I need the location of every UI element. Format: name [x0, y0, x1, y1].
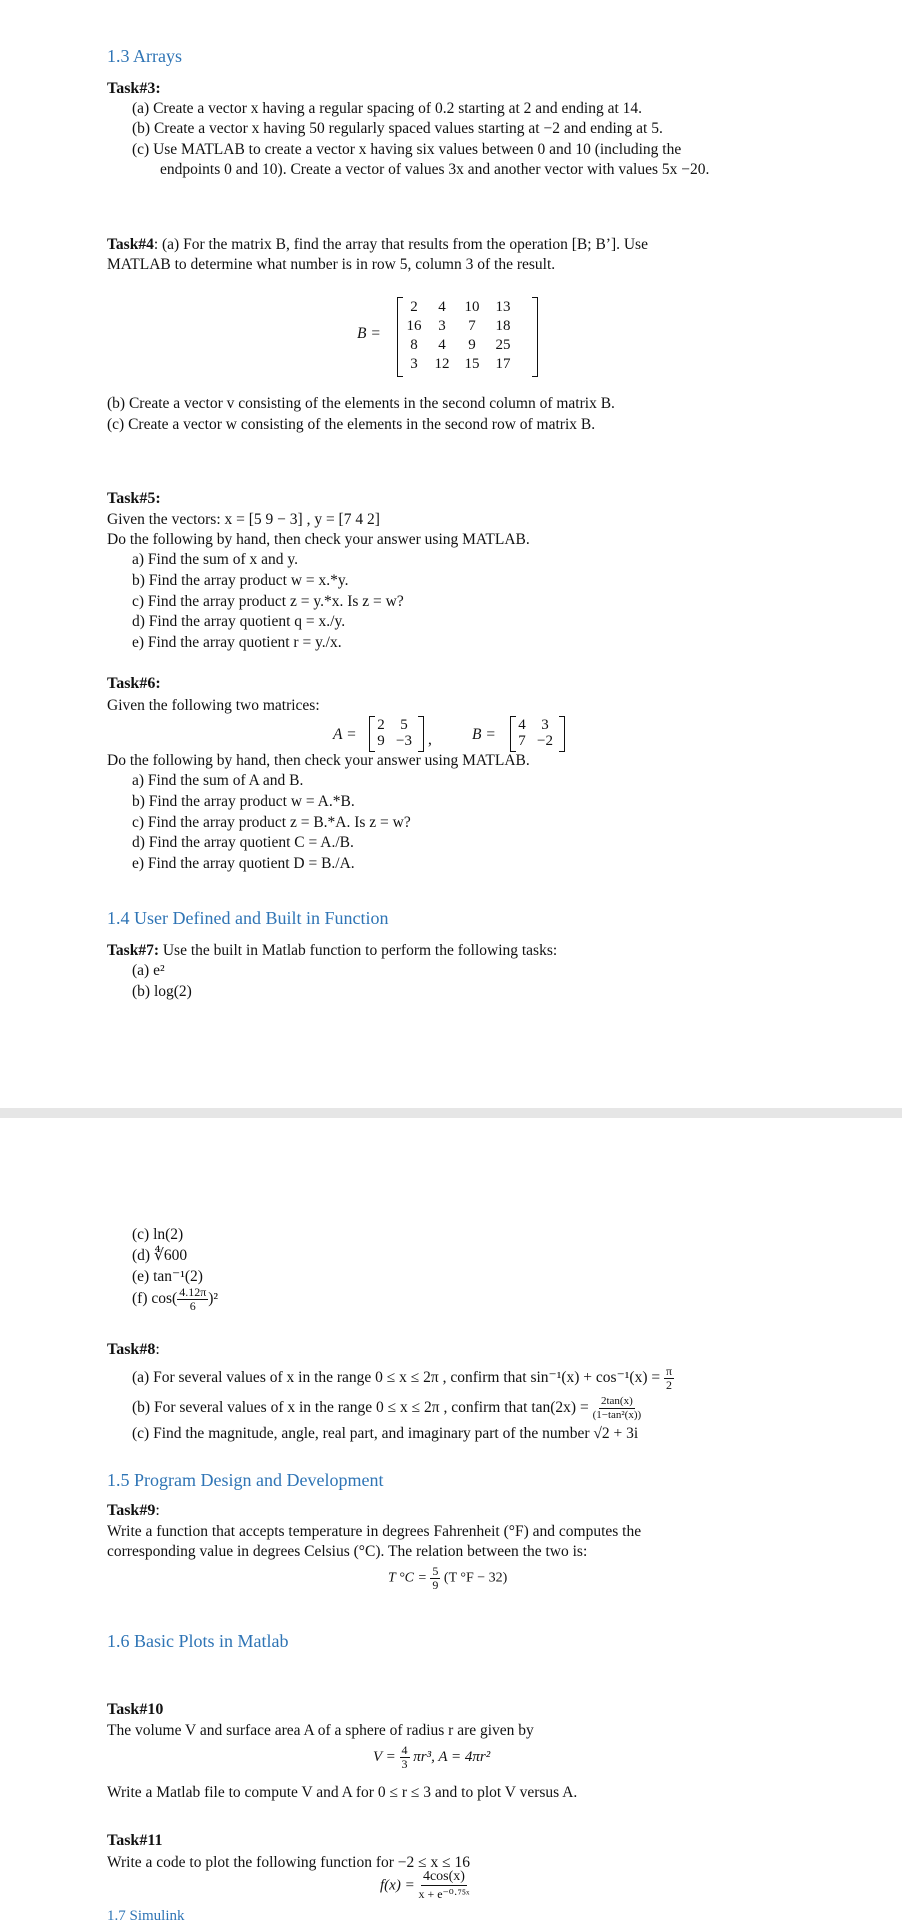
task-7-c: (c) ln(2) [132, 1226, 184, 1243]
task-6-comma: , [428, 731, 432, 748]
fraction-numerator: π [665, 1364, 673, 1378]
task-10-line2: Write a Matlab file to compute V and A for 0 ≤ r ≤ 3 and to plot V versus A. [107, 1784, 578, 1801]
section-1-7-heading: 1.7 Simulink [107, 1908, 185, 1924]
task-4-line1: : (a) For the matrix B, find the array that results from the operation [B; B’]. Use [153, 236, 648, 253]
fraction-denominator: 2 [666, 1378, 673, 1392]
task-6-matrix-a-label: A = [333, 726, 357, 743]
task-8-title-line [107, 1341, 160, 1359]
task-9-equation [388, 1565, 507, 1592]
fraction-denominator: (1−tan²(x)) [592, 1409, 642, 1421]
task-5-e: e) Find the array quotient r = y./x. [132, 634, 342, 651]
task-6-matrix-b-right-bracket [559, 716, 565, 752]
task-7-e: (e) tan⁻¹(2) [132, 1268, 203, 1285]
task-8-b [132, 1395, 641, 1422]
task-11-title: Task#11 [107, 1832, 163, 1849]
task-6-instructions: Do the following by hand, then check your answer using MATLAB. [107, 752, 530, 769]
task-6-given: Given the following two matrices: [107, 697, 320, 714]
matrix-cell: 7 [468, 318, 476, 334]
task-8-b-text: (b) For several values of x in the range 0 ≤ x ≤ 2π , confirm that tan(2x) = [132, 1399, 589, 1417]
fraction-denominator: 6 [189, 1299, 196, 1313]
task-11-equation [380, 1869, 470, 1902]
task-7-title: Task#7: [107, 942, 159, 959]
task-5-b: b) Find the array product w = x.*y. [132, 572, 349, 589]
task-7-b: (b) log(2) [132, 983, 192, 1000]
task-4-c: (c) Create a vector w consisting of the elements in the second row of matrix B. [107, 416, 596, 433]
task-7-f-prefix: (f) cos( [132, 1290, 178, 1308]
matrix-cell: 9 [468, 337, 476, 353]
task-8-title: Task#8 [107, 1341, 156, 1358]
task-6-c: c) Find the array product z = B.*A. Is z = w? [132, 814, 411, 831]
matrix-cell: 8 [410, 337, 418, 353]
page-separator [0, 1108, 902, 1118]
task-7-a: (a) e² [132, 962, 165, 979]
task-4-title: Task#4 [107, 236, 154, 253]
matrix-cell: 5 [400, 717, 408, 733]
task-10-equation [373, 1744, 490, 1771]
task-6-matrix-A [371, 717, 417, 749]
task-4-matrix-right-bracket [532, 297, 538, 377]
section-1-6-heading: 1.6 Basic Plots in Matlab [107, 1631, 289, 1651]
task-5-d: d) Find the array quotient q = x./y. [132, 613, 346, 630]
equation-left: f(x) = [380, 1877, 415, 1894]
task-6-matrix-B [512, 717, 558, 749]
task-7-f-fraction [177, 1286, 208, 1313]
task-4-b: (b) Create a vector v consisting of the elements in the second column of matrix B. [107, 395, 615, 412]
fraction-numerator: 4.12π [179, 1285, 207, 1299]
task-4-intro [107, 235, 648, 255]
matrix-cell: 12 [434, 356, 450, 372]
fraction-denominator: x + e⁻⁰·⁷⁵ˣ [418, 1887, 470, 1901]
matrix-cell: −2 [537, 733, 553, 749]
matrix-cell: 10 [464, 299, 480, 315]
task-8-a-fraction [664, 1365, 674, 1392]
fraction-numerator: 4 [401, 1743, 408, 1757]
task-3-c-line1: (c) Use MATLAB to create a vector x having six values between 0 and 10 (including the [132, 141, 682, 158]
fraction-numerator: 4cos(x) [422, 1869, 465, 1884]
task-9-line1: Write a function that accepts temperature in degrees Fahrenheit (°F) and computes the [107, 1523, 642, 1540]
matrix-cell: 2 [377, 717, 385, 733]
task-4-line2: MATLAB to determine what number is in row 5, column 3 of the result. [107, 256, 556, 273]
section-1-3-heading: 1.3 Arrays [107, 46, 182, 66]
task-6-e: e) Find the array quotient D = B./A. [132, 855, 355, 872]
matrix-cell: 4 [438, 337, 446, 353]
equation-left: T °C = [388, 1570, 427, 1586]
task-4-matrix-B [400, 298, 518, 374]
task-4-matrix-label: B = [357, 325, 381, 342]
task-7-f-suffix: )² [208, 1290, 219, 1308]
equation-right: (T °F − 32) [443, 1570, 508, 1586]
matrix-cell: 4 [518, 717, 526, 733]
section-1-4-heading: 1.4 User Defined and Built in Function [107, 908, 389, 928]
task-7-intro-line [107, 941, 557, 961]
task-7-f [132, 1286, 218, 1313]
task-3-a: (a) Create a vector x having a regular spacing of 0.2 starting at 2 and ending at 14. [132, 100, 643, 117]
task-8-c: (c) Find the magnitude, angle, real part, and imaginary part of the number √2 + 3i [132, 1425, 639, 1442]
equation-fraction [418, 1869, 469, 1902]
task-10-title: Task#10 [107, 1701, 164, 1718]
task-3-title: Task#3: [107, 80, 161, 97]
matrix-cell: 3 [410, 356, 418, 372]
matrix-cell: 3 [541, 717, 549, 733]
matrix-cell: 15 [464, 356, 480, 372]
equation-fraction [430, 1565, 440, 1592]
task-8-a-text: (a) For several values of x in the range 0 ≤ x ≤ 2π , confirm that sin⁻¹(x) + cos⁻¹(x) = [132, 1369, 661, 1387]
fraction-numerator: 5 [432, 1564, 439, 1578]
task-7-d: (d) ∜600 [132, 1247, 188, 1264]
page-2 [0, 1118, 902, 1924]
matrix-cell: 13 [495, 299, 511, 315]
matrix-cell: 2 [410, 299, 418, 315]
task-10-line1: The volume V and surface area A of a sphere of radius r are given by [107, 1722, 534, 1739]
matrix-cell: −3 [396, 733, 412, 749]
task-9-title: Task#9 [107, 1502, 156, 1519]
task-6-title: Task#6: [107, 675, 161, 692]
fraction-numerator: 2tan(x) [600, 1395, 633, 1407]
matrix-cell: 3 [438, 318, 446, 334]
task-9-title-line [107, 1502, 160, 1520]
task-8-b-fraction [593, 1395, 642, 1422]
task-8-colon: : [155, 1341, 160, 1358]
task-9-line2: corresponding value in degrees Celsius (°C). The relation between the two is: [107, 1543, 588, 1560]
task-3-b: (b) Create a vector x having 50 regularly spaced values starting at −2 and ending at 5. [132, 120, 663, 137]
task-5-given: Given the vectors: x = [5 9 − 3] , y = [7 4 2] [107, 511, 380, 528]
fraction-denominator: 3 [401, 1757, 408, 1771]
task-5-a: a) Find the sum of x and y. [132, 551, 299, 568]
task-5-c: c) Find the array product z = y.*x. Is z = w? [132, 593, 404, 610]
task-8-a [132, 1365, 674, 1392]
task-11-line1: Write a code to plot the following function for −2 ≤ x ≤ 16 [107, 1854, 471, 1871]
task-7-intro: Use the built in Matlab function to perform the following tasks: [158, 942, 558, 959]
matrix-cell: 18 [495, 318, 511, 334]
equation-left: V = [373, 1748, 396, 1765]
equation-right: πr³, A = 4πr² [413, 1748, 491, 1765]
matrix-cell: 25 [495, 337, 511, 353]
matrix-cell: 17 [495, 356, 511, 372]
task-6-d: d) Find the array quotient C = A./B. [132, 834, 354, 851]
task-5-title: Task#5: [107, 490, 161, 507]
fraction-denominator: 9 [432, 1578, 439, 1592]
matrix-cell: 7 [518, 733, 526, 749]
task-6-a: a) Find the sum of A and B. [132, 772, 304, 789]
matrix-cell: 9 [377, 733, 385, 749]
task-6-matrix-a-right-bracket [418, 716, 424, 752]
task-6-matrix-b-label: B = [472, 726, 496, 743]
task-9-colon: : [155, 1502, 160, 1519]
section-1-5-heading: 1.5 Program Design and Development [107, 1470, 384, 1490]
matrix-cell: 4 [438, 299, 446, 315]
matrix-cell: 16 [406, 318, 422, 334]
equation-fraction [400, 1744, 410, 1771]
task-6-b: b) Find the array product w = A.*B. [132, 793, 355, 810]
task-5-instructions: Do the following by hand, then check your answer using MATLAB. [107, 531, 530, 548]
task-3-c-line2: endpoints 0 and 10). Create a vector of values 3x and another vector with values 5x −20. [160, 161, 710, 178]
